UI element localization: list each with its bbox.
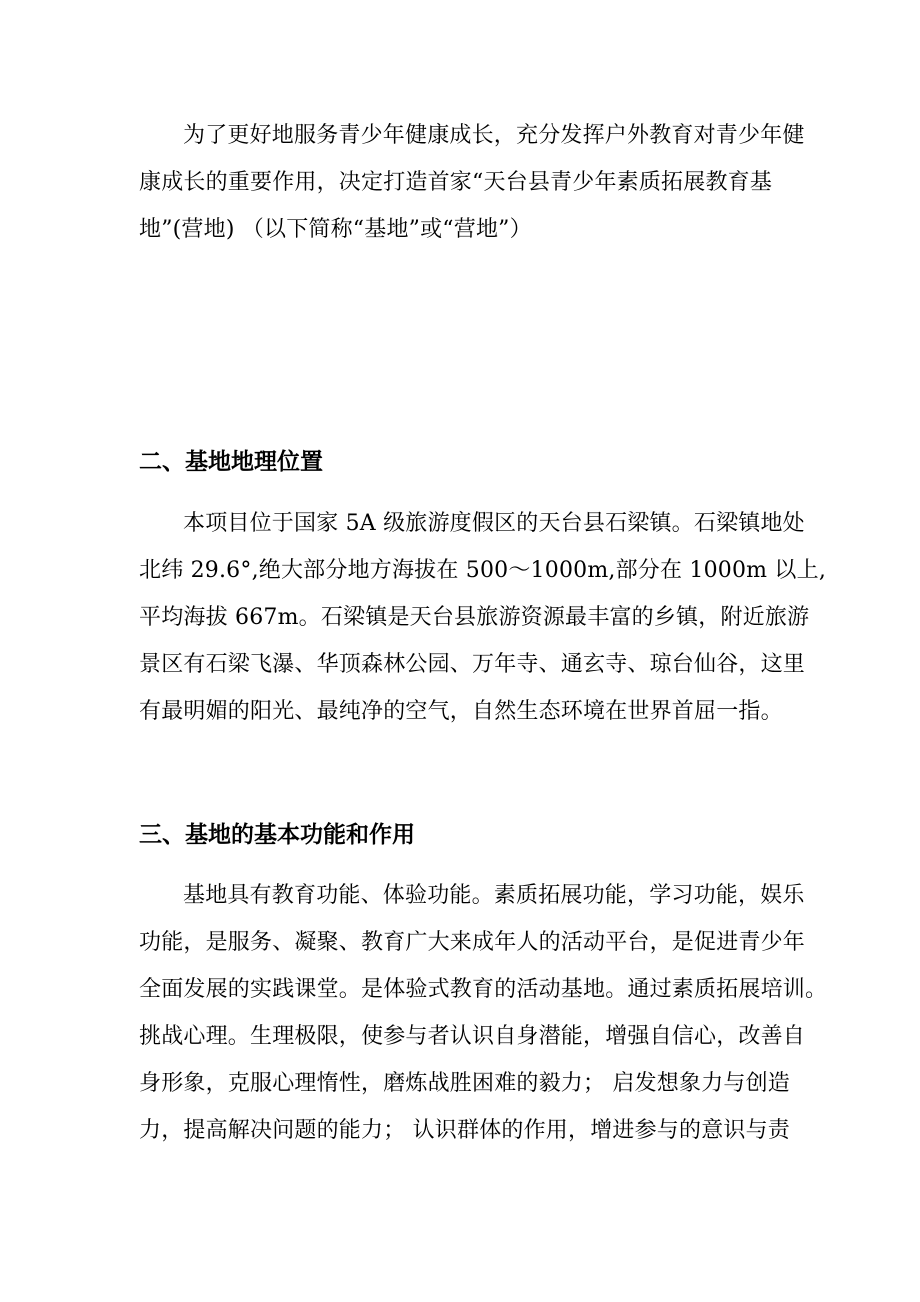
paragraph-line: 本项目位于国家 5A 级旅游度假区的天台县石梁镇。石梁镇地处 — [183, 511, 805, 536]
section-heading-functions — [139, 819, 789, 851]
paragraph-line: 身形象，克服心理惰性，磨炼战胜困难的毅力； 启发想象力与创造 — [139, 1071, 790, 1096]
location-paragraph — [139, 500, 827, 735]
paragraph-line: 景区有石梁飞瀑、华顶森林公园、万年寺、通玄寺、琼台仙谷，这里 — [139, 652, 806, 677]
section-heading: 二、基地地理位置 — [139, 449, 323, 475]
paragraph-line: 全面发展的实践课堂。是体验式教育的活动基地。通过素质拓展培训。 — [139, 977, 828, 1002]
functions-paragraph — [139, 872, 828, 1154]
paragraph-line: 基地具有教育功能、体验功能。素质拓展功能，学习功能，娱乐 — [183, 883, 805, 908]
paragraph-line: 地”(营地) （以下简称“基地”或“营地”） — [139, 217, 532, 242]
paragraph-line: 北纬 29.6°,绝大部分地方海拔在 500～1000m,部分在 1000m 以上, — [139, 558, 827, 583]
paragraph-line: 挑战心理。生理极限，使参与者认识自身潜能，增强自信心，改善自 — [139, 1024, 806, 1049]
section-heading-location — [139, 446, 789, 478]
paragraph-line: 康成长的重要作用，决定打造首家“天台县青少年素质拓展教育基 — [139, 170, 773, 195]
section-heading: 三、基地的基本功能和作用 — [139, 822, 415, 848]
paragraph-line: 有最明媚的阳光、最纯净的空气，自然生态环境在世界首屈一指。 — [139, 699, 783, 724]
paragraph-line: 为了更好地服务青少年健康成长，充分发挥户外教育对青少年健 — [183, 123, 805, 148]
paragraph-line: 功能，是服务、凝聚、教育广大来成年人的活动平台，是促进青少年 — [139, 930, 806, 955]
paragraph-line: 力，提高解决问题的能力； 认识群体的作用，增进参与的意识与责 — [139, 1118, 790, 1143]
paragraph-line: 平均海拔 667m。石梁镇是天台县旅游资源最丰富的乡镇，附近旅游 — [139, 605, 810, 630]
intro-paragraph — [139, 112, 805, 253]
